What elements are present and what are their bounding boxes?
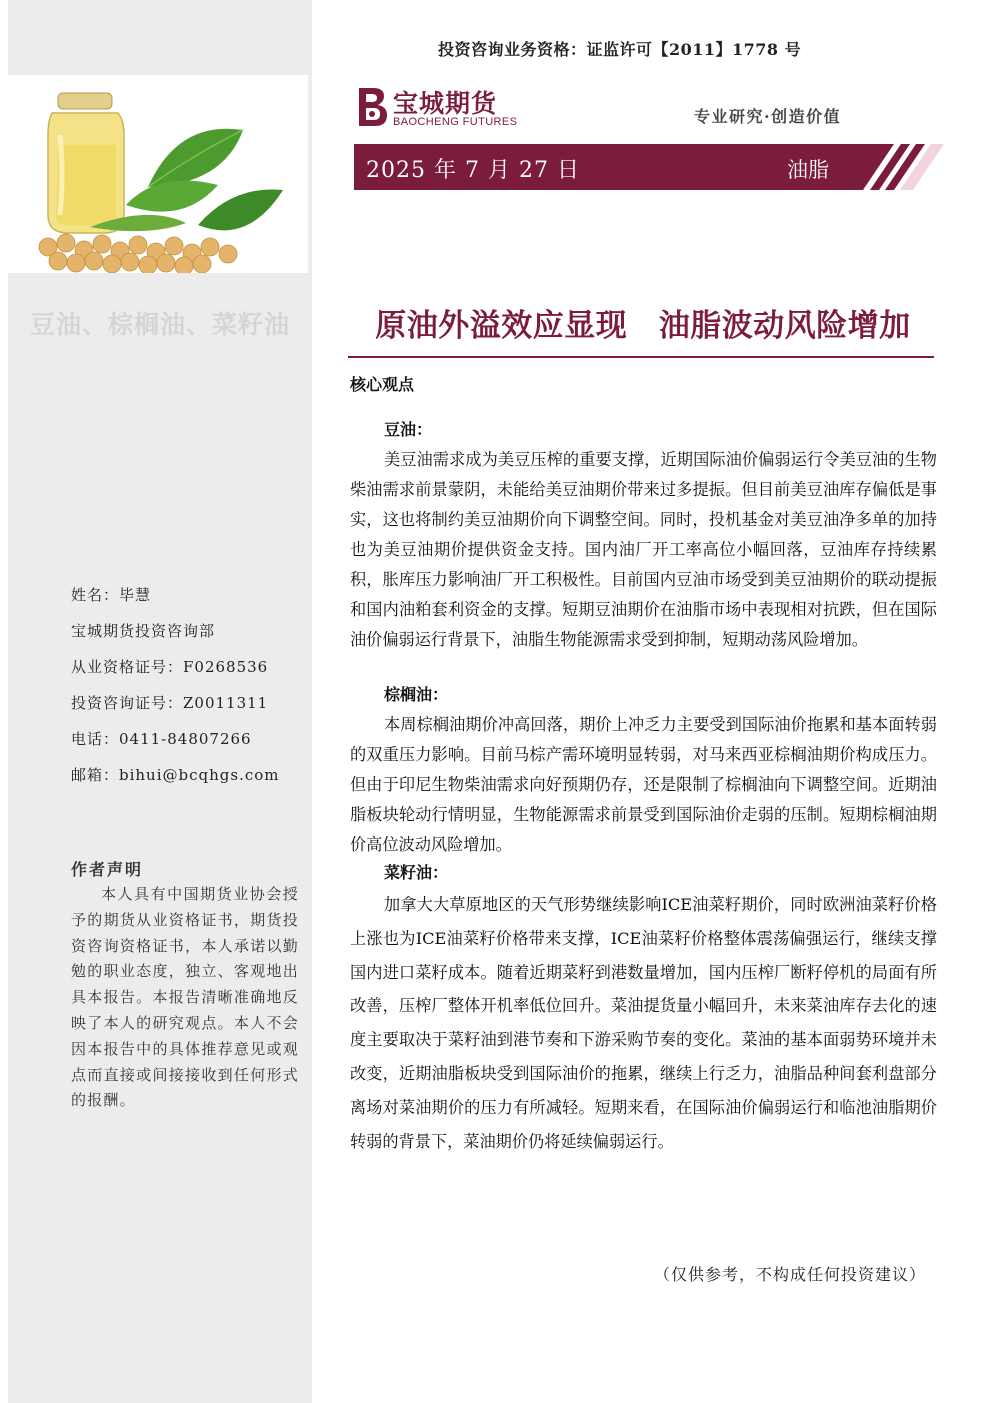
declaration-title: 作者声明 — [71, 860, 144, 879]
rapeseed-oil-section — [350, 858, 937, 1158]
logo-english-name: BAOCHENG FUTURES — [393, 116, 518, 128]
section-body: 加拿大大草原地区的天气形势继续影响ICE油菜籽期价，同时欧洲油菜籽价格上涨也为ICE油菜籽价格带来支撑，ICE油菜籽价格整体震荡偏强运行，继续支撑国内进口菜籽成本。随着近期菜籽到港数量增加，国内压榨厂断籽停机的局面有所改善，压榨厂整体开机率低位回升。菜油提货量小幅回升，未来菜油库存去化的速度主要取决于菜籽油到港节奏和下游采购节奏的变化。菜油的基本面弱势环境并未改变，近期油脂板块受到国际油价的拖累，继续上行乏力，油脂品种间套利盘部分离场对菜油期价的压力有所减轻。短期来看，在国际油价偏弱运行和临池油脂期价转弱的背景下，菜油期价仍将延续偏弱运行。 — [350, 895, 937, 1151]
advisory-cert-number: 投资咨询证号：Z0011311 — [71, 694, 269, 712]
logo-chinese-name: 宝城期货 — [393, 89, 498, 118]
author-name: 姓名：毕慧 — [71, 586, 152, 604]
declaration-text: 本人具有中国期货业协会授予的期货从业资格证书，期货投资咨询资格证书，本人承诺以勤勉的职业态度，独立、客观地出具本报告。本报告清晰准确地反映了本人的研究观点。本人不会因本报告中的具体推荐意见或观点而直接或间接接收到任何形式的报酬。 — [71, 885, 299, 1110]
author-department: 宝城期货投资咨询部 — [71, 622, 216, 640]
soybean-oil-illustration — [8, 75, 308, 273]
section-heading: 棕榈油： — [384, 685, 449, 704]
soybean-oil-section — [350, 415, 937, 655]
date-banner — [354, 144, 944, 192]
email-address[interactable]: 邮箱：bihui@bcqhgs.com — [71, 766, 280, 784]
author-contact — [71, 585, 280, 801]
section-body: 美豆油需求成为美豆压榨的重要支撑，近期国际油价偏弱运行令美豆油的生物柴油需求前景蒙阴，未能给美豆油期价带来过多提振。但目前美豆油库存偏低是事实，这也将制约美豆油期价向下调整空间。同时，投机基金对美豆油净多单的加持也为美豆油期价提供资金支持。国内油厂开工率高位小幅回落，豆油库存持续累积，胀库压力影响油厂开工积极性。目前国内豆油市场受到美豆油期价的联动提振和国内油粕套利资金的支撑。短期豆油期价在油脂市场中表现相对抗跌，但在国际油价偏弱运行背景下，油脂生物能源需求受到抑制，短期动荡风险增加。 — [350, 450, 937, 649]
disclaimer: （仅供参考，不构成任何投资建议） — [654, 1265, 927, 1284]
palm-oil-section — [350, 680, 937, 860]
core-view-label: 核心观点 — [350, 375, 415, 394]
company-slogan: 专业研究·创造价值 — [694, 107, 842, 126]
report-date: 2025 年 7 月 27 日 — [366, 158, 580, 183]
section-heading: 菜籽油： — [384, 863, 449, 882]
product-title: 豆油、棕榈油、菜籽油 — [29, 310, 290, 339]
headline-divider — [348, 356, 934, 358]
baocheng-logo-icon — [355, 84, 391, 130]
license-text: 投资咨询业务资格：证监许可【2011】1778 号 — [438, 40, 802, 59]
soybean-oil-jar-image — [8, 75, 308, 273]
sidebar — [8, 0, 312, 1403]
qualification-number: 从业资格证号：F0268536 — [71, 658, 269, 676]
section-heading: 豆油： — [384, 420, 433, 439]
report-headline: 原油外溢效应显现 油脂波动风险增加 — [375, 308, 911, 344]
report-category: 油脂 — [787, 158, 829, 182]
phone-number: 电话：0411-84807266 — [71, 730, 252, 748]
section-body: 本周棕榈油期价冲高回落，期价上冲乏力主要受到国际油价拖累和基本面转弱的双重压力影响。目前马棕产需环境明显转弱，对马来西亚棕榈油期价构成压力。但由于印尼生物柴油需求向好预期仍存，还是限制了棕榈油向下调整空间。近期油脂板块轮动行情明显，生物能源需求前景受到国际油价走弱的压制。短期棕榈油期价高位波动风险增加。 — [350, 715, 937, 854]
company-logo — [355, 84, 530, 132]
